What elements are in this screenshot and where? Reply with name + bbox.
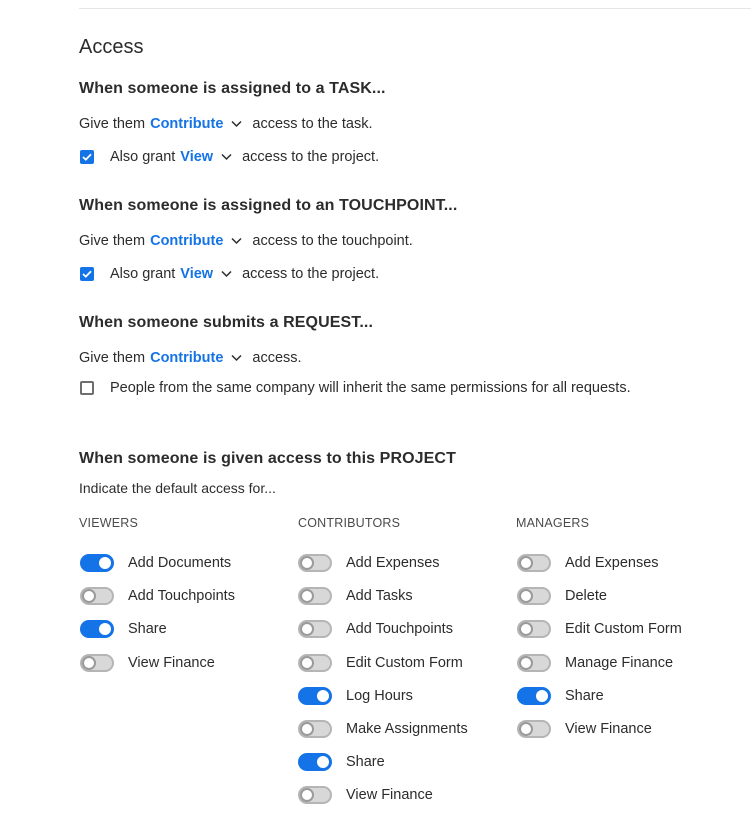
contributors-toggle-switch[interactable] bbox=[298, 620, 332, 638]
toggle-knob bbox=[519, 622, 533, 636]
touchpoint-grant-dropdown[interactable]: View bbox=[180, 266, 214, 282]
task-give-suffix: access to the task. bbox=[252, 116, 373, 132]
request-access-dropdown[interactable]: Contribute bbox=[150, 350, 224, 366]
request-inherit-label: People from the same company will inherit the same permissions for all requests. bbox=[110, 380, 631, 396]
toggle-knob bbox=[99, 623, 111, 635]
touchpoint-grant-prefix: Also grant bbox=[110, 266, 176, 282]
contributors-toggle-label: Add Touchpoints bbox=[346, 621, 453, 637]
section-title: Access bbox=[79, 36, 144, 58]
managers-toggle-label: Add Expenses bbox=[565, 555, 659, 571]
contributors-toggle-label: Edit Custom Form bbox=[346, 655, 463, 671]
viewers-toggle-label: View Finance bbox=[128, 655, 215, 671]
contributors-toggle-label: Add Expenses bbox=[346, 555, 440, 571]
managers-toggle-label: Edit Custom Form bbox=[565, 621, 682, 637]
viewers-toggle-row[interactable] bbox=[80, 586, 235, 606]
toggle-knob bbox=[519, 589, 533, 603]
task-grant-row bbox=[80, 147, 379, 167]
viewers-toggle-switch[interactable] bbox=[80, 587, 114, 605]
contributors-toggle-switch[interactable] bbox=[298, 654, 332, 672]
chevron-down-icon[interactable] bbox=[231, 120, 242, 128]
managers-toggle-switch[interactable] bbox=[517, 554, 551, 572]
request-give-prefix: Give them bbox=[79, 350, 146, 366]
top-divider bbox=[79, 8, 751, 9]
touchpoint-heading: When someone is assigned to an TOUCHPOINT... bbox=[79, 197, 458, 214]
task-grant-prefix: Also grant bbox=[110, 149, 176, 165]
viewers-toggle-label: Add Touchpoints bbox=[128, 588, 235, 604]
managers-toggle-switch[interactable] bbox=[517, 620, 551, 638]
chevron-down-icon[interactable] bbox=[221, 153, 232, 161]
managers-toggle-label: Manage Finance bbox=[565, 655, 674, 671]
contributors-column-label: CONTRIBUTORS bbox=[298, 516, 401, 530]
toggle-knob bbox=[317, 690, 329, 702]
managers-toggle-row[interactable] bbox=[517, 719, 652, 739]
managers-toggle-label: Share bbox=[565, 688, 604, 704]
contributors-toggle-row[interactable] bbox=[298, 785, 433, 805]
viewers-toggle-row[interactable] bbox=[80, 619, 167, 639]
toggle-knob bbox=[300, 722, 314, 736]
request-heading: When someone submits a REQUEST... bbox=[79, 314, 374, 331]
managers-toggle-row[interactable] bbox=[517, 619, 682, 639]
toggle-knob bbox=[300, 589, 314, 603]
chevron-down-icon[interactable] bbox=[231, 354, 242, 362]
contributors-toggle-switch[interactable] bbox=[298, 720, 332, 738]
touchpoint-grant-suffix: access to the project. bbox=[242, 266, 380, 282]
toggle-knob bbox=[300, 656, 314, 670]
toggle-knob bbox=[536, 690, 548, 702]
managers-toggle-switch[interactable] bbox=[517, 687, 551, 705]
checkmark-icon bbox=[82, 270, 92, 278]
contributors-toggle-label: Log Hours bbox=[346, 688, 413, 704]
managers-column-label: MANAGERS bbox=[516, 516, 590, 530]
task-heading: When someone is assigned to a TASK... bbox=[79, 80, 386, 97]
managers-toggle-label: View Finance bbox=[565, 721, 652, 737]
managers-toggle-label: Delete bbox=[565, 588, 607, 604]
contributors-toggle-label: Add Tasks bbox=[346, 588, 413, 604]
task-give-row bbox=[79, 114, 372, 134]
task-grant-suffix: access to the project. bbox=[242, 149, 380, 165]
contributors-toggle-row[interactable] bbox=[298, 752, 385, 772]
touchpoint-give-row bbox=[79, 231, 413, 251]
checkmark-icon bbox=[82, 153, 92, 161]
contributors-toggle-row[interactable] bbox=[298, 653, 463, 673]
contributors-toggle-row[interactable] bbox=[298, 553, 440, 573]
managers-toggle-row[interactable] bbox=[517, 586, 607, 606]
contributors-toggle-switch[interactable] bbox=[298, 687, 332, 705]
project-subheading: Indicate the default access for... bbox=[79, 480, 276, 496]
toggle-knob bbox=[519, 556, 533, 570]
contributors-toggle-switch[interactable] bbox=[298, 753, 332, 771]
toggle-knob bbox=[300, 556, 314, 570]
contributors-toggle-label: Share bbox=[346, 754, 385, 770]
contributors-toggle-row[interactable] bbox=[298, 619, 453, 639]
viewers-toggle-row[interactable] bbox=[80, 553, 231, 573]
toggle-knob bbox=[99, 557, 111, 569]
toggle-knob bbox=[519, 656, 533, 670]
toggle-knob bbox=[82, 589, 96, 603]
touchpoint-grant-row bbox=[80, 264, 379, 284]
contributors-toggle-label: Make Assignments bbox=[346, 721, 468, 737]
managers-toggle-row[interactable] bbox=[517, 686, 604, 706]
touchpoint-give-suffix: access to the touchpoint. bbox=[252, 233, 413, 249]
request-give-row bbox=[79, 348, 302, 368]
toggle-knob bbox=[82, 656, 96, 670]
managers-toggle-row[interactable] bbox=[517, 653, 673, 673]
contributors-toggle-label: View Finance bbox=[346, 787, 433, 803]
task-grant-dropdown[interactable]: View bbox=[180, 149, 214, 165]
managers-toggle-switch[interactable] bbox=[517, 720, 551, 738]
toggle-knob bbox=[519, 722, 533, 736]
request-inherit-row bbox=[80, 378, 631, 398]
managers-toggle-switch[interactable] bbox=[517, 587, 551, 605]
contributors-toggle-row[interactable] bbox=[298, 719, 468, 739]
viewers-toggle-switch[interactable] bbox=[80, 654, 114, 672]
contributors-toggle-switch[interactable] bbox=[298, 587, 332, 605]
contributors-toggle-switch[interactable] bbox=[298, 786, 332, 804]
touchpoint-grant-checkbox[interactable] bbox=[80, 267, 94, 281]
contributors-toggle-row[interactable] bbox=[298, 686, 413, 706]
chevron-down-icon[interactable] bbox=[221, 270, 232, 278]
toggle-knob bbox=[300, 622, 314, 636]
contributors-toggle-switch[interactable] bbox=[298, 554, 332, 572]
touchpoint-access-dropdown[interactable]: Contribute bbox=[150, 233, 224, 249]
toggle-knob bbox=[300, 788, 314, 802]
toggle-knob bbox=[317, 756, 329, 768]
request-give-suffix: access. bbox=[252, 350, 302, 366]
viewers-column-label: VIEWERS bbox=[79, 516, 139, 530]
contributors-toggle-row[interactable] bbox=[298, 586, 413, 606]
project-heading: When someone is given access to this PROJECT bbox=[79, 450, 456, 467]
managers-toggle-row[interactable] bbox=[517, 553, 659, 573]
viewers-toggle-row[interactable] bbox=[80, 653, 215, 673]
task-give-prefix: Give them bbox=[79, 116, 146, 132]
viewers-toggle-label: Add Documents bbox=[128, 555, 232, 571]
managers-toggle-switch[interactable] bbox=[517, 654, 551, 672]
viewers-toggle-label: Share bbox=[128, 621, 167, 637]
task-access-dropdown[interactable]: Contribute bbox=[150, 116, 224, 132]
viewers-toggle-switch[interactable] bbox=[80, 554, 114, 572]
task-grant-checkbox[interactable] bbox=[80, 150, 94, 164]
request-inherit-checkbox[interactable] bbox=[80, 381, 94, 395]
viewers-toggle-switch[interactable] bbox=[80, 620, 114, 638]
touchpoint-give-prefix: Give them bbox=[79, 233, 146, 249]
chevron-down-icon[interactable] bbox=[231, 237, 242, 245]
